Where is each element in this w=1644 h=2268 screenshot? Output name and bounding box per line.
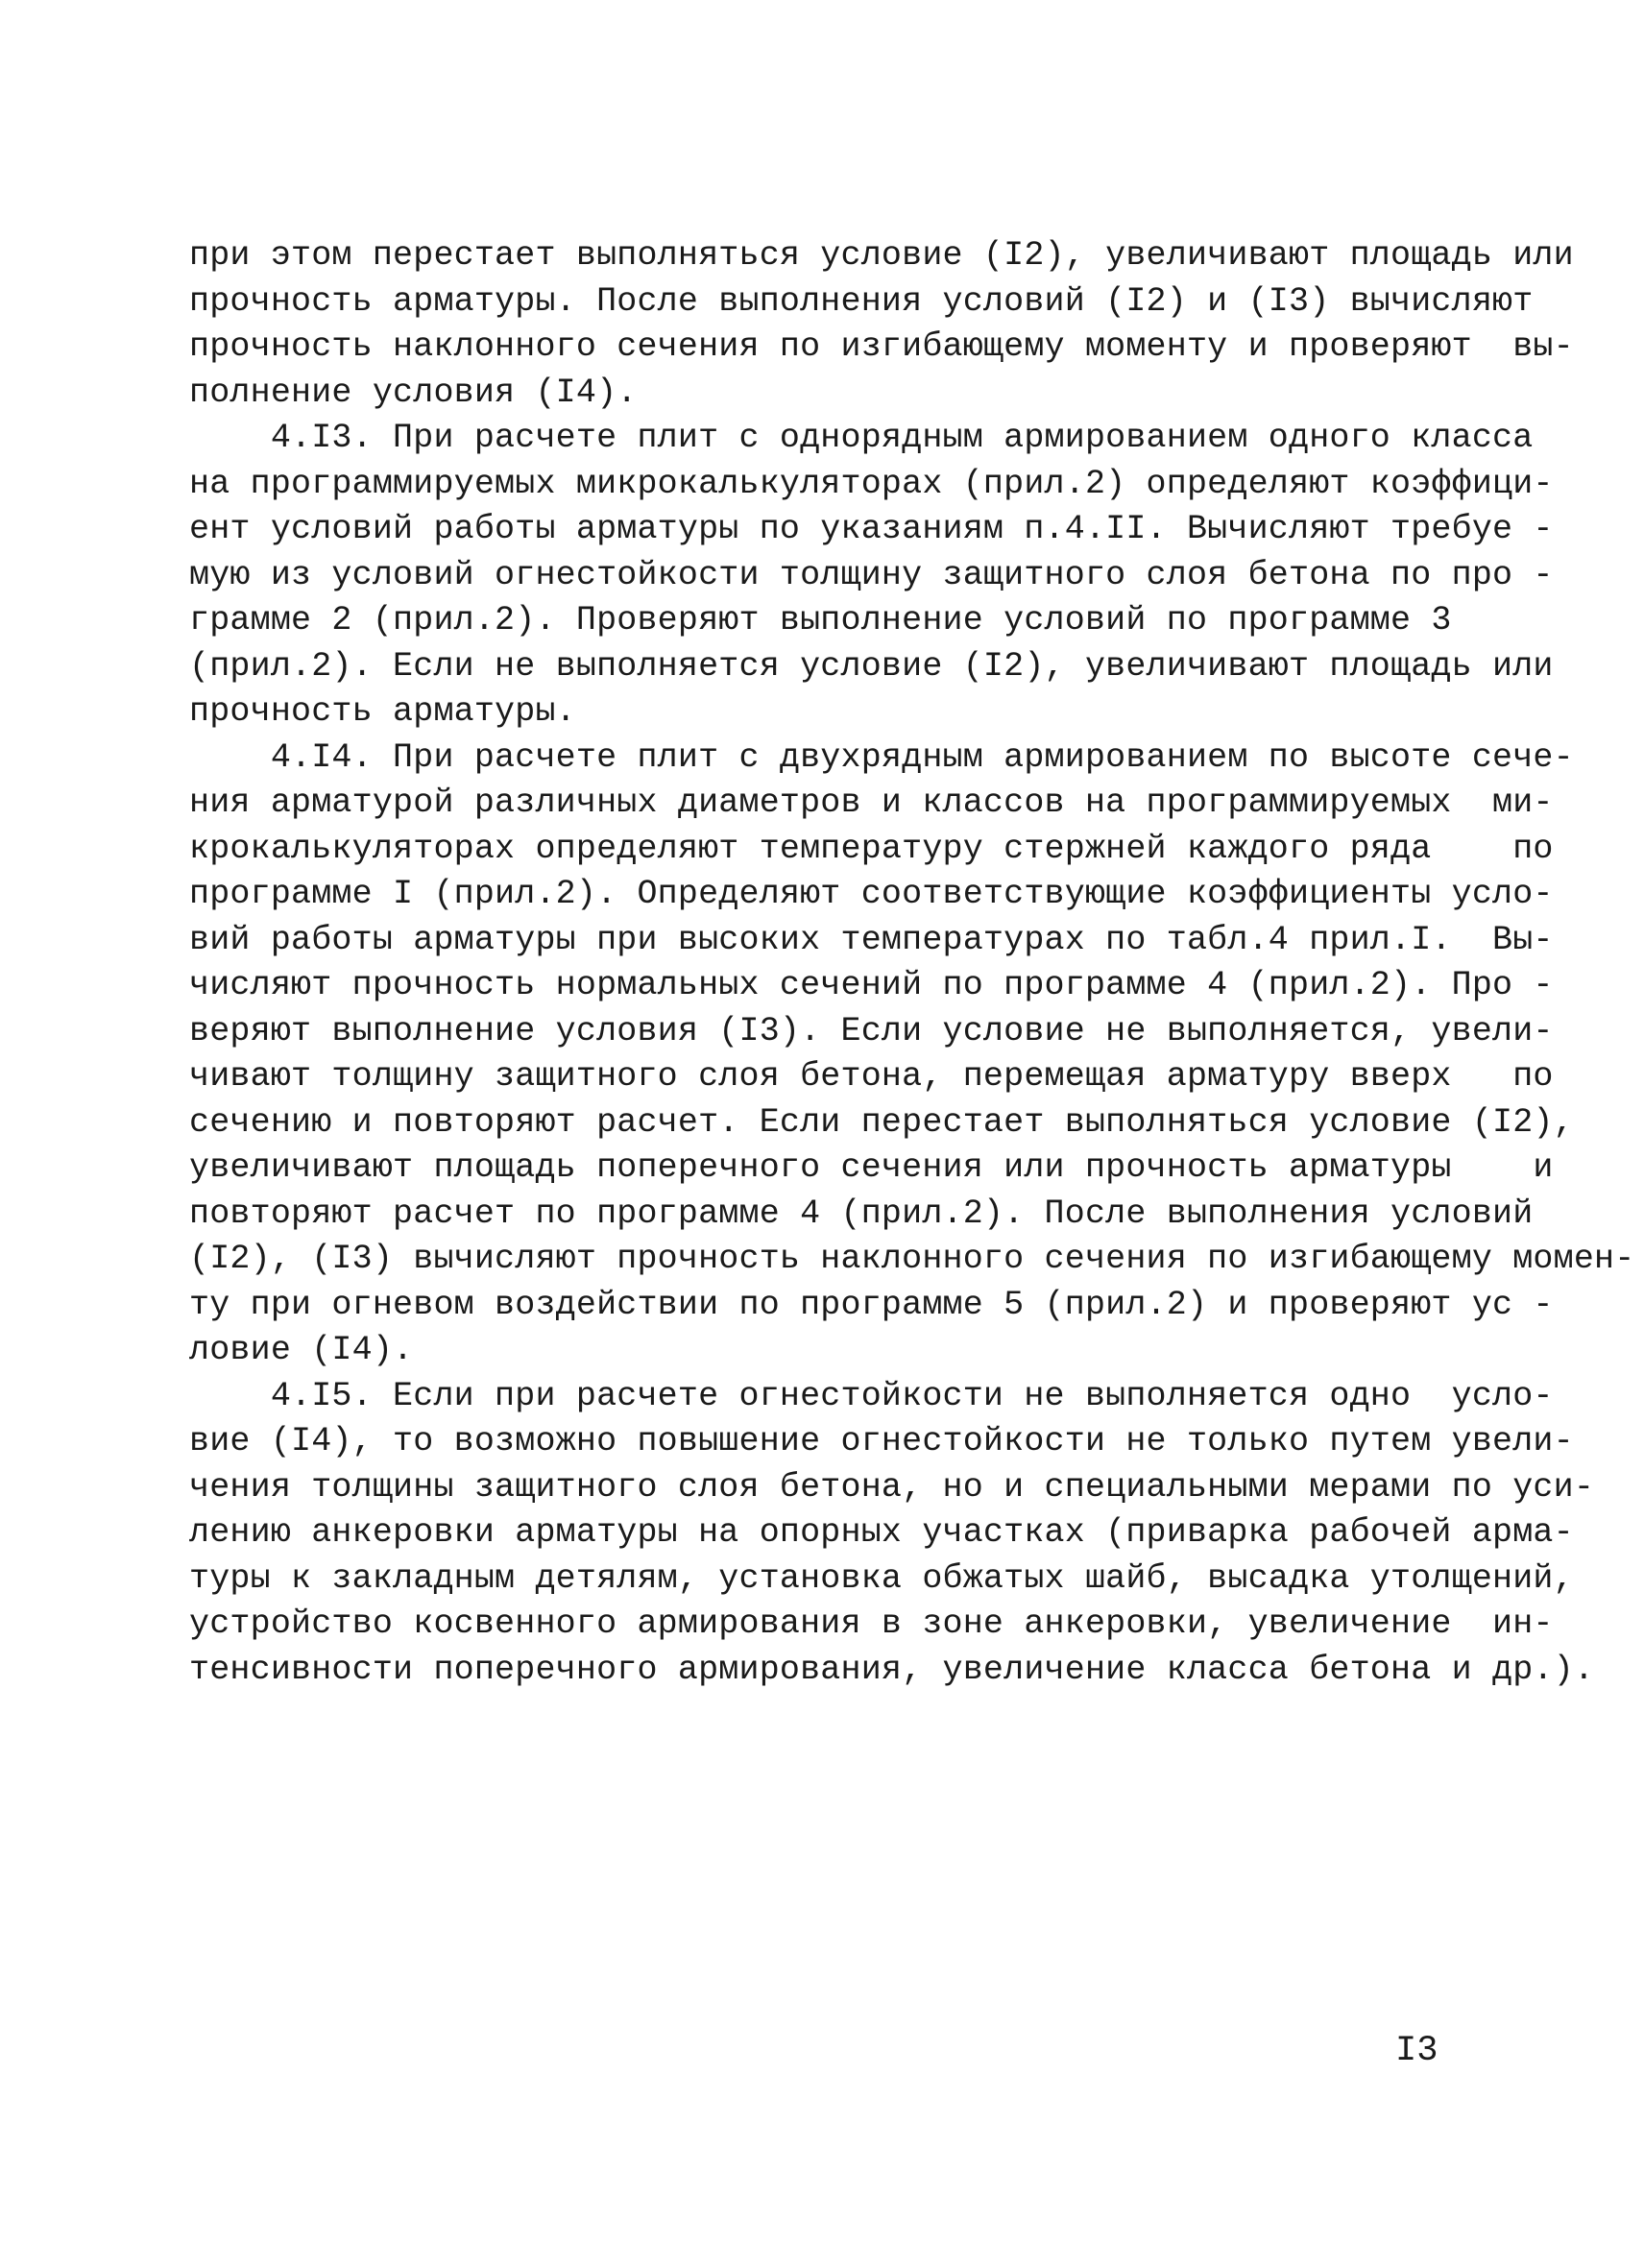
text-line: туры к закладным детялям, установка обжатых шайб, высадка утолщений, (189, 1558, 1574, 1598)
text-line: лению анкеровки арматуры на опорных участках (приварка рабочей арма- (189, 1513, 1574, 1552)
text-line: прочность арматуры. После выполнения условий (I2) и (I3) вычисляют (189, 281, 1534, 321)
text-line: мую из условий огнестойкости толщину защитного слоя бетона по про - (189, 555, 1554, 594)
page-number: I3 (1395, 2031, 1438, 2071)
text-line: сечению и повторяют расчет. Если перестает выполняться условие (I2), (189, 1102, 1574, 1142)
text-line: ния арматурой различных диаметров и классов на программируемых ми- (189, 784, 1554, 822)
text-line: на программируемых микрокалькуляторах (прил.2) определяют коэффици- (189, 464, 1554, 503)
text-line: ту при огневом воздействии по программе 5 (прил.2) и проверяют ус - (189, 1285, 1554, 1324)
text-line: 4.I4. При расчете плит с двухрядным армированием по высоте сече- (189, 737, 1574, 777)
text-line: программе I (прил.2). Определяют соответствующие коэффициенты усло- (189, 875, 1554, 913)
text-line: чивают толщину защитного слоя бетона, перемещая арматуру вверх по (189, 1057, 1554, 1096)
text-line: веряют выполнение условия (I3). Если условие не выполняется, увели- (189, 1011, 1554, 1050)
text-line: при этом перестает выполняться условие (I2), увеличивают площадь или (189, 236, 1574, 275)
text-line: 4.I5. Если при расчете огнестойкости не выполняется одно усло- (189, 1376, 1554, 1415)
text-line: (I2), (I3) вычисляют прочность наклонного сечения по изгибающему момен- (189, 1240, 1635, 1278)
text-line: ловие (I4). (189, 1331, 414, 1369)
text-line: полнение условия (I4). (189, 373, 638, 412)
body-text (189, 233, 1635, 1693)
text-line: прочность наклонного сечения по изгибающему моменту и проверяют вы- (189, 327, 1574, 366)
text-line: числяют прочность нормальных сечений по программе 4 (прил.2). Про - (189, 966, 1554, 1004)
text-line: повторяют расчет по программе 4 (прил.2). После выполнения условий (189, 1194, 1534, 1233)
text-line: ент условий работы арматуры по указаниям п.4.II. Вычисляют требуе - (189, 510, 1554, 548)
text-line: прочность арматуры. (189, 692, 576, 731)
text-line: (прил.2). Если не выполняется условие (I2), увеличивают площадь или (189, 646, 1554, 686)
text-line: крокалькуляторах определяют температуру стержней каждого ряда по (189, 829, 1554, 868)
text-line: увеличивают площадь поперечного сечения или прочность арматуры и (189, 1148, 1554, 1187)
text-line: грамме 2 (прил.2). Проверяют выполнение условий по программе 3 (189, 601, 1452, 639)
text-line: 4.I3. При расчете плит с однорядным армированием одного класса (189, 419, 1534, 457)
text-line: тенсивности поперечного армирования, увеличение класса бетона и др.). (189, 1650, 1595, 1689)
text-line: устройство косвенного армирования в зоне анкеровки, увеличение ин- (189, 1604, 1554, 1643)
text-line: вий работы арматуры при высоких температурах по табл.4 прил.I. Вы- (189, 920, 1554, 959)
text-line: чения толщины защитного слоя бетона, но и специальными мерами по уси- (189, 1467, 1595, 1507)
text-line: вие (I4), то возможно повышение огнестойкости не только путем увели- (189, 1422, 1574, 1460)
